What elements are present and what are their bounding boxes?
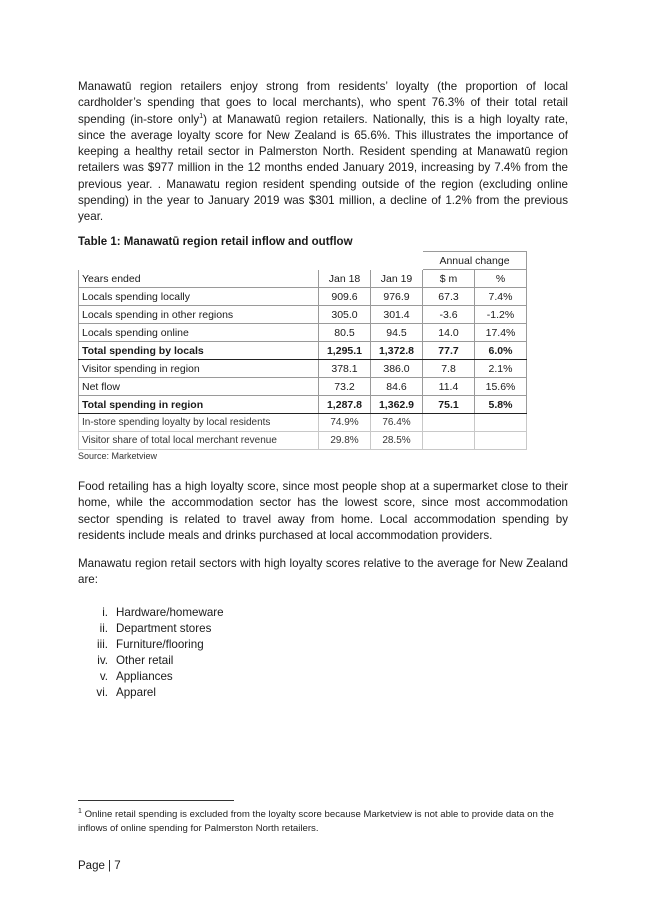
cell-change-percent: 2.1% xyxy=(475,360,527,378)
list-number: ii. xyxy=(99,622,108,635)
list-item xyxy=(78,653,224,669)
header-change-dollars: $ m xyxy=(423,270,475,288)
cell-jan18: 73.2 xyxy=(319,378,371,396)
footnote-divider xyxy=(78,800,234,801)
intro-paragraph xyxy=(78,79,568,226)
cell-change-percent: 5.8% xyxy=(475,396,527,414)
cell-jan18: 29.8% xyxy=(319,432,371,450)
cell-change-percent: 7.4% xyxy=(475,288,527,306)
cell-jan19: 301.4 xyxy=(371,306,423,324)
page-number: Page | 7 xyxy=(78,860,121,872)
cell-change-dollars: 14.0 xyxy=(423,324,475,342)
intro-text-part1: Manawatū region retailers enjoy strong from residents’ loyalty (the proportion of local cardholder’s spending that goes to local merchants), who spent 76.3% of their total retail spending (in-store only xyxy=(78,80,568,126)
cell-change-dollars: -3.6 xyxy=(423,306,475,324)
table-row xyxy=(79,288,527,306)
cell-jan19: 976.9 xyxy=(371,288,423,306)
food-retail-paragraph: Food retailing has a high loyalty score, since most people shop at a supermarket close to their home, while the accommodation sector has the lowest score, since most accommodation sector spending is related to travel away from home. Local accommodation spending by residents include meals and drinks purchased at local accommodation providers. xyxy=(78,480,568,542)
cell-jan19: 1,362.9 xyxy=(371,396,423,414)
cell-jan18: 378.1 xyxy=(319,360,371,378)
footnote xyxy=(78,808,566,836)
cell-change-percent xyxy=(475,432,527,450)
list-number: i. xyxy=(102,606,108,619)
cell-change-percent: 17.4% xyxy=(475,324,527,342)
row-label: Locals spending in other regions xyxy=(79,306,319,324)
list-item xyxy=(78,637,224,653)
row-label: Visitor spending in region xyxy=(79,360,319,378)
cell-change-percent: 15.6% xyxy=(475,378,527,396)
cell-jan19: 76.4% xyxy=(371,414,423,432)
list-text: Apparel xyxy=(116,686,156,699)
cell-jan18: 305.0 xyxy=(319,306,371,324)
cell-change-percent xyxy=(475,414,527,432)
header-years-ended: Years ended xyxy=(79,270,319,288)
list-text: Other retail xyxy=(116,654,174,667)
list-number: iii. xyxy=(97,638,108,651)
empty-cell xyxy=(319,252,371,270)
row-label: Total spending in region xyxy=(79,396,319,414)
header-change-percent: % xyxy=(475,270,527,288)
list-item xyxy=(78,669,224,685)
list-number: iv. xyxy=(97,654,108,667)
list-item xyxy=(78,621,224,637)
row-label: Net flow xyxy=(79,378,319,396)
table-row xyxy=(79,324,527,342)
header-jan19: Jan 19 xyxy=(371,270,423,288)
cell-jan18: 909.6 xyxy=(319,288,371,306)
cell-change-dollars: 7.8 xyxy=(423,360,475,378)
cell-jan18: 1,295.1 xyxy=(319,342,371,360)
table-total-row xyxy=(79,396,527,414)
cell-jan18: 74.9% xyxy=(319,414,371,432)
table-total-row xyxy=(79,342,527,360)
table-row xyxy=(79,432,527,450)
cell-jan19: 28.5% xyxy=(371,432,423,450)
sector-list xyxy=(78,605,224,701)
cell-change-dollars xyxy=(423,414,475,432)
table-row xyxy=(79,414,527,432)
list-item xyxy=(78,605,224,621)
table-group-header-row xyxy=(79,252,527,270)
list-number: v. xyxy=(99,670,108,683)
cell-change-dollars: 11.4 xyxy=(423,378,475,396)
retail-flow-table xyxy=(78,251,527,450)
footnote-number: 1 xyxy=(78,807,82,815)
intro-text-part2: ) at Manawatū region retailers. Nationally, this is a high loyalty rate, since the average loyalty score for New Zealand is 65.6%. This illustrates the importance of keeping a healthy retail sector in Palmerston North. Resident spending at Manawatū region retailers was $977 million in the 12 months ended January 2019, increasing by 7.4% from the previous year. . Manawatu region resident spending outside of the region (excluding online spending) in the year to January 2019 was $301 million, a decline of 1.2% from the previous year. xyxy=(78,112,569,224)
row-label: Total spending by locals xyxy=(79,342,319,360)
cell-jan19: 84.6 xyxy=(371,378,423,396)
cell-change-dollars: 75.1 xyxy=(423,396,475,414)
row-label: Locals spending online xyxy=(79,324,319,342)
cell-jan18: 1,287.8 xyxy=(319,396,371,414)
list-item xyxy=(78,685,224,701)
footnote-text: Online retail spending is excluded from the loyalty score because Marketview is not able to provide data on the inflows of online spending for Palmerston North retailers. xyxy=(78,809,554,835)
list-text: Department stores xyxy=(116,622,212,635)
list-text: Hardware/homeware xyxy=(116,606,224,619)
table-title: Table 1: Manawatū region retail inflow and outflow xyxy=(78,236,353,248)
footnote-reference[interactable]: 1 xyxy=(199,112,204,120)
row-label: Visitor share of total local merchant revenue xyxy=(79,432,319,450)
annual-change-header: Annual change xyxy=(423,252,527,270)
cell-change-percent: 6.0% xyxy=(475,342,527,360)
cell-jan19: 386.0 xyxy=(371,360,423,378)
table-header-row xyxy=(79,270,527,288)
table-row xyxy=(79,360,527,378)
empty-cell xyxy=(79,252,319,270)
cell-change-dollars: 67.3 xyxy=(423,288,475,306)
cell-change-dollars xyxy=(423,432,475,450)
list-text: Furniture/flooring xyxy=(116,638,204,651)
header-jan18: Jan 18 xyxy=(319,270,371,288)
cell-change-percent: -1.2% xyxy=(475,306,527,324)
row-label: Locals spending locally xyxy=(79,288,319,306)
table-row xyxy=(79,306,527,324)
table-source: Source: Marketview xyxy=(78,451,158,461)
sectors-intro-paragraph: Manawatu region retail sectors with high loyalty scores relative to the average for New Zealand are: xyxy=(78,557,568,587)
cell-jan19: 94.5 xyxy=(371,324,423,342)
cell-jan19: 1,372.8 xyxy=(371,342,423,360)
table-row xyxy=(79,378,527,396)
list-number: vi. xyxy=(96,686,108,699)
list-text: Appliances xyxy=(116,670,173,683)
cell-jan18: 80.5 xyxy=(319,324,371,342)
row-label: In-store spending loyalty by local residents xyxy=(79,414,319,432)
empty-cell xyxy=(371,252,423,270)
cell-change-dollars: 77.7 xyxy=(423,342,475,360)
